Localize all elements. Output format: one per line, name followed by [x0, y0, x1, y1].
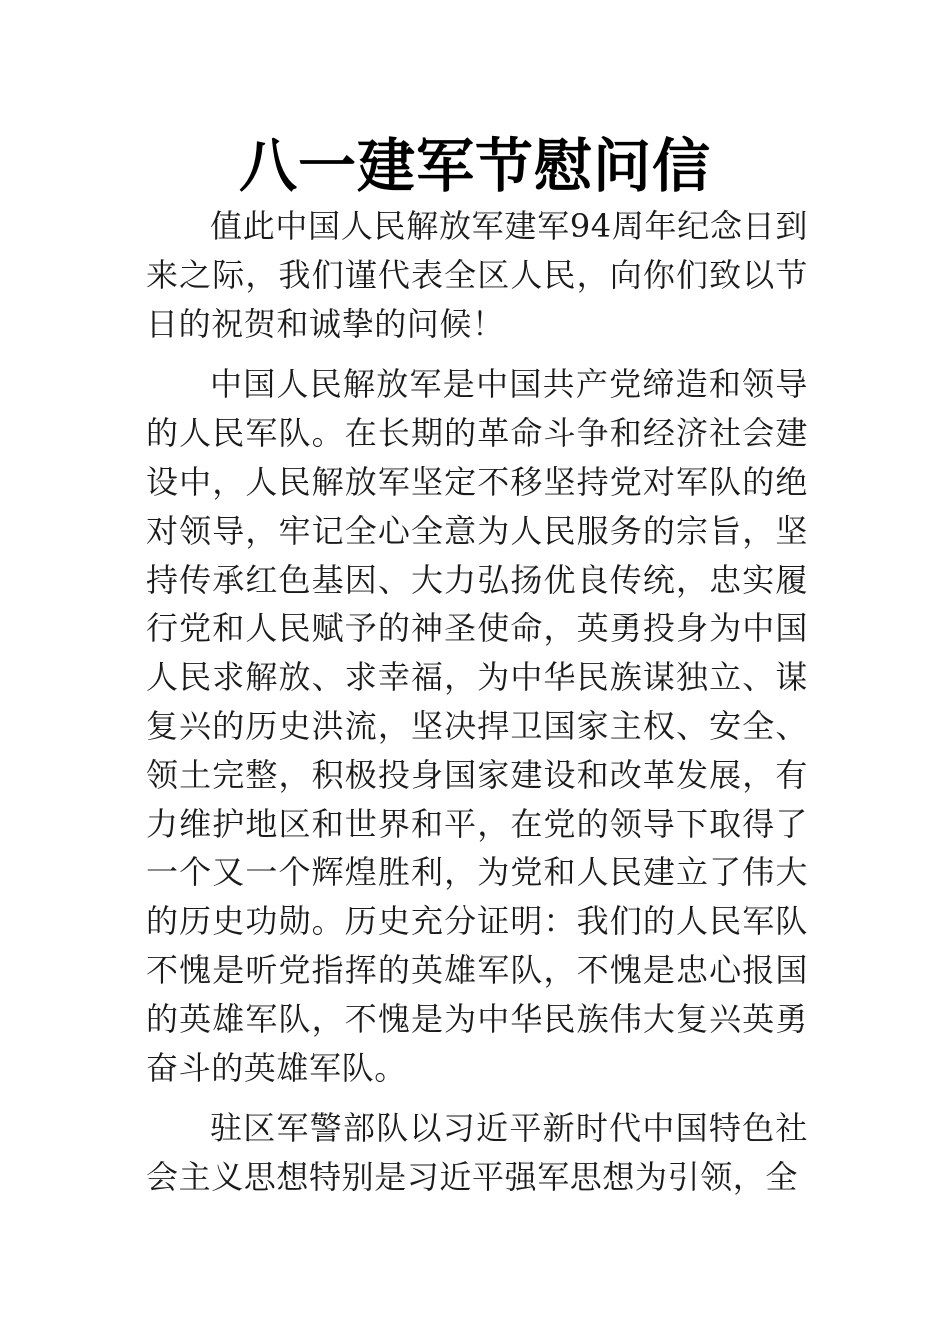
paragraph-2: 中国人民解放军是中国共产党缔造和领导的人民军队。在长期的革命斗争和经济社会建设中，人民解放军坚定不移坚持党对军队的绝对领导，牢记全心全意为人民服务的宗旨，坚持传承红色基因、大力弘扬优良传统，忠实履行党和人民赋予的神圣使命，英勇投身为中国人民求解放、求幸福，为中华民族谋独立、谋复兴的历史洪流，坚决捍卫国家主权、安全、领土完整，积极投身国家建设和改革发展，有力维护地区和世界和平，在党的领导下取得了一个又一个辉煌胜利，为党和人民建立了伟大的历史功勋。历史充分证明：我们的人民军队不愧是听党指挥的英雄军队，不愧是忠心报国的英雄军队，不愧是为中华民族伟大复兴英勇奋斗的英雄军队。 — [146, 365, 808, 1087]
paragraph-3: 驻区军警部队以习近平新时代中国特色社会主义思想特别是习近平强军思想为引领，全 — [146, 1109, 808, 1197]
document-title: 八一建军节慰问信 — [238, 132, 711, 200]
paragraph-1: 值此中国人民解放军建军94周年纪念日到来之际，我们谨代表全区人民，向你们致以节日的祝贺和诚挚的问候！ — [146, 207, 808, 343]
document-body — [146, 202, 808, 1214]
